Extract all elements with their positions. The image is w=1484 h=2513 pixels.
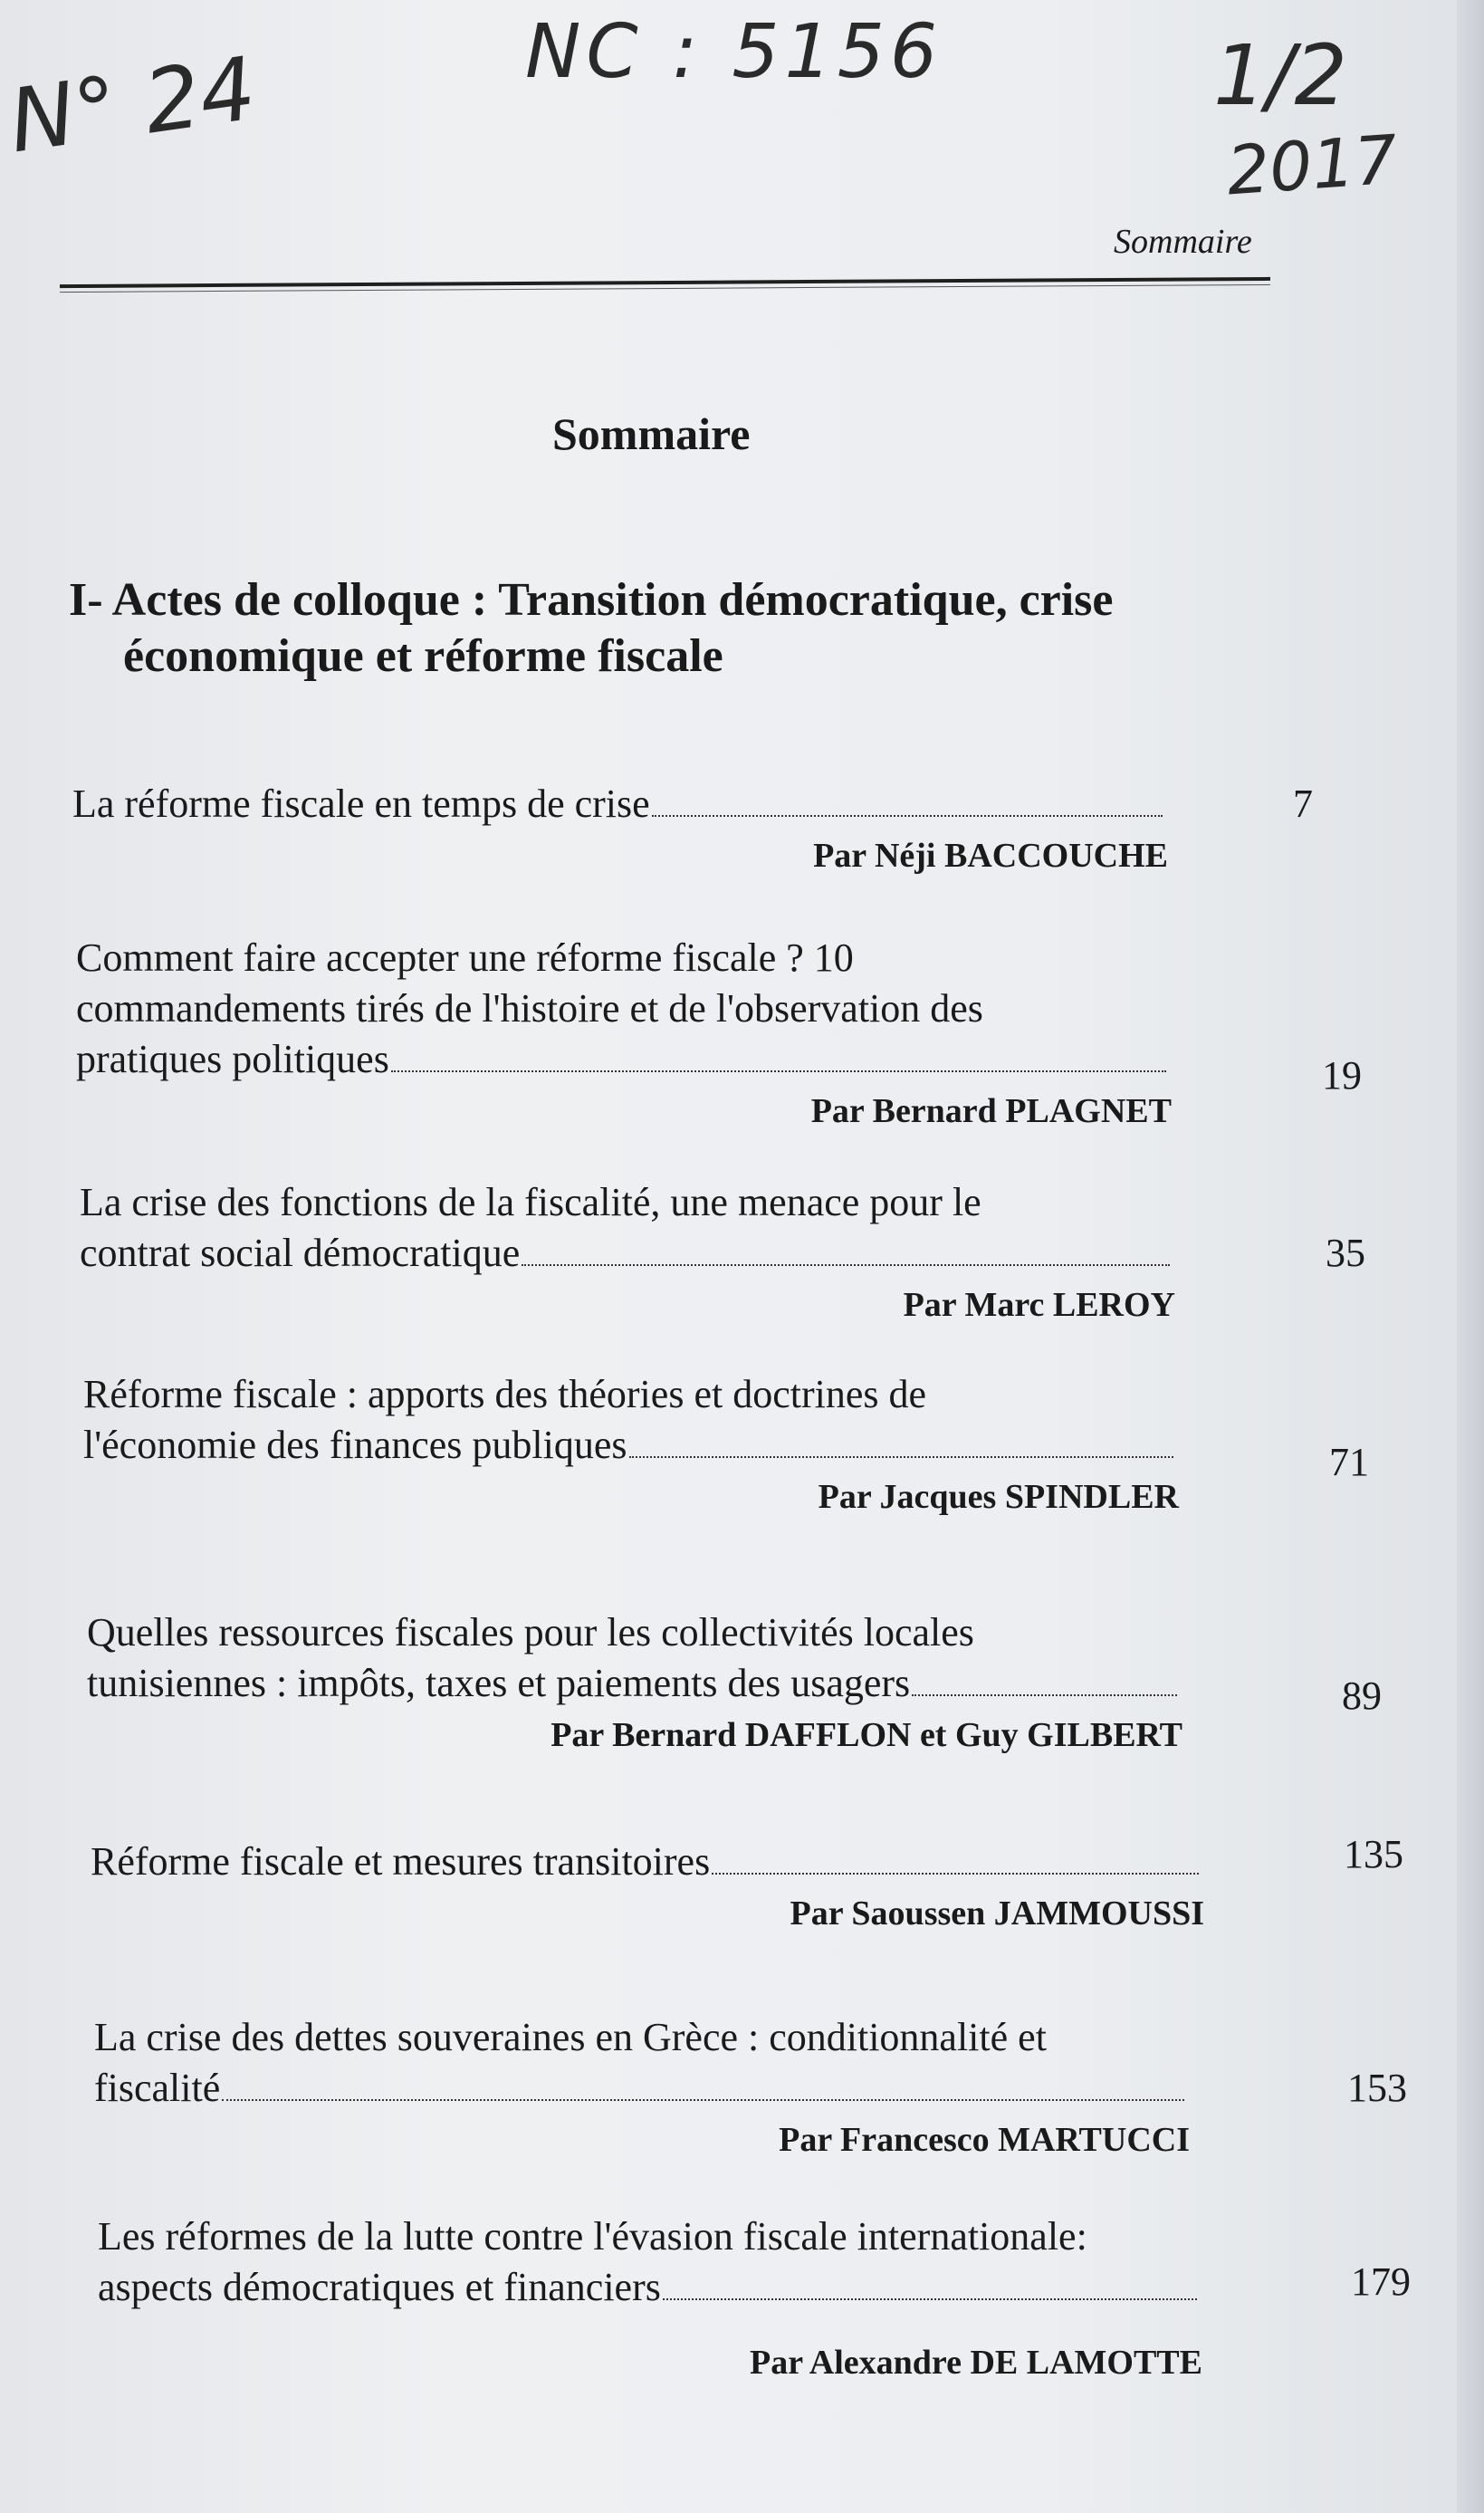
toc-entry-page: 7 — [1293, 782, 1313, 826]
toc-entry-author: Par Bernard DAFFLON et Guy GILBERT — [551, 1716, 1182, 1754]
toc-entry-title: fiscalité — [94, 2063, 1190, 2114]
section-heading — [69, 572, 1264, 685]
section-heading-line-2: économique et réforme fiscale — [123, 630, 723, 682]
toc-entry-title: aspects démocratiques et financiers — [98, 2262, 1202, 2313]
toc-entry-author: Par Saoussen JAMMOUSSI — [790, 1894, 1204, 1933]
toc-entry-author: Par Néji BACCOUCHE — [813, 837, 1168, 875]
toc-entry-title-line: Réforme fiscale : apports des théories et doctrines de — [83, 1372, 927, 1416]
leader-dots — [663, 2298, 1197, 2300]
section-heading-line-1: I- Actes de colloque : Transition démocratique, crise — [69, 574, 1114, 626]
toc-entry-title-line: Les réformes de la lutte contre l'évasion fiscale internationale: — [98, 2214, 1087, 2259]
header-rule — [60, 277, 1270, 288]
page-title: Sommaire — [552, 408, 751, 459]
book-spine — [1457, 0, 1484, 2513]
toc-entry-author: Par Bernard PLAGNET — [810, 1092, 1172, 1130]
toc-entry-title: tunisiennes : impôts, taxes et paiements des usagers — [87, 1658, 1182, 1709]
toc-entry-title: pratiques politiques — [76, 1034, 1172, 1085]
toc-entry-title-line: Comment faire accepter une réforme fiscale ? 10 — [76, 935, 854, 980]
toc-entry — [80, 1177, 1365, 1328]
toc-entry-page: 19 — [1322, 1053, 1362, 1098]
toc-entry-title: contrat social démocratique — [80, 1228, 1175, 1279]
toc-entry-author: Par Francesco MARTUCCI — [779, 2121, 1190, 2159]
toc-entry — [72, 779, 1313, 878]
leader-dots — [912, 1694, 1177, 1696]
leader-dots — [652, 815, 1163, 817]
toc-entry — [91, 1832, 1403, 1936]
handwritten-call-number: NC : 5156 — [525, 9, 943, 95]
toc-entry-page: 89 — [1342, 1674, 1382, 1718]
toc-entry-author: Par Marc LEROY — [903, 1286, 1175, 1324]
toc-entry-title-line: La crise des fonctions de la fiscalité, une menace pour le — [80, 1180, 981, 1224]
toc-entry — [87, 1607, 1382, 1758]
toc-entry-page: 153 — [1347, 2066, 1407, 2110]
toc-entry-page: 135 — [1344, 1832, 1403, 1876]
running-head: Sommaire — [1114, 223, 1252, 261]
toc-entry-title: Réforme fiscale et mesures transitoires — [91, 1837, 1204, 1887]
handwritten-issue-number: N° 24 — [3, 37, 262, 173]
toc-entry-title-line: Quelles ressources fiscales pour les collectivités locales — [87, 1610, 974, 1655]
toc-entry-page: 179 — [1351, 2259, 1411, 2304]
toc-entry-page: 35 — [1326, 1231, 1365, 1275]
toc-entry-page: 71 — [1329, 1440, 1369, 1484]
toc-entry-author: Par Jacques SPINDLER — [818, 1478, 1179, 1516]
leader-dots — [522, 1264, 1170, 1266]
handwritten-volume: 1/2 — [1213, 27, 1348, 124]
toc-entry — [83, 1369, 1369, 1520]
handwritten-year: 2017 — [1224, 120, 1401, 211]
toc-entry-title: l'économie des finances publiques — [83, 1420, 1179, 1471]
toc-entry — [94, 2012, 1407, 2163]
leader-dots — [391, 1070, 1166, 1072]
toc-entry — [98, 2211, 1411, 2385]
leader-dots — [712, 1873, 1199, 1875]
toc-entry-author: Par Alexandre DE LAMOTTE — [749, 2344, 1202, 2382]
leader-dots — [222, 2099, 1184, 2101]
toc-entry — [76, 933, 1362, 1134]
toc-entry-title-line: commandements tirés de l'histoire et de l'observation des — [76, 986, 983, 1031]
toc-entry-title-line: La crise des dettes souveraines en Grèce : conditionnalité et — [94, 2015, 1047, 2059]
leader-dots — [629, 1456, 1173, 1458]
toc-entry-title: La réforme fiscale en temps de crise — [72, 779, 1168, 830]
